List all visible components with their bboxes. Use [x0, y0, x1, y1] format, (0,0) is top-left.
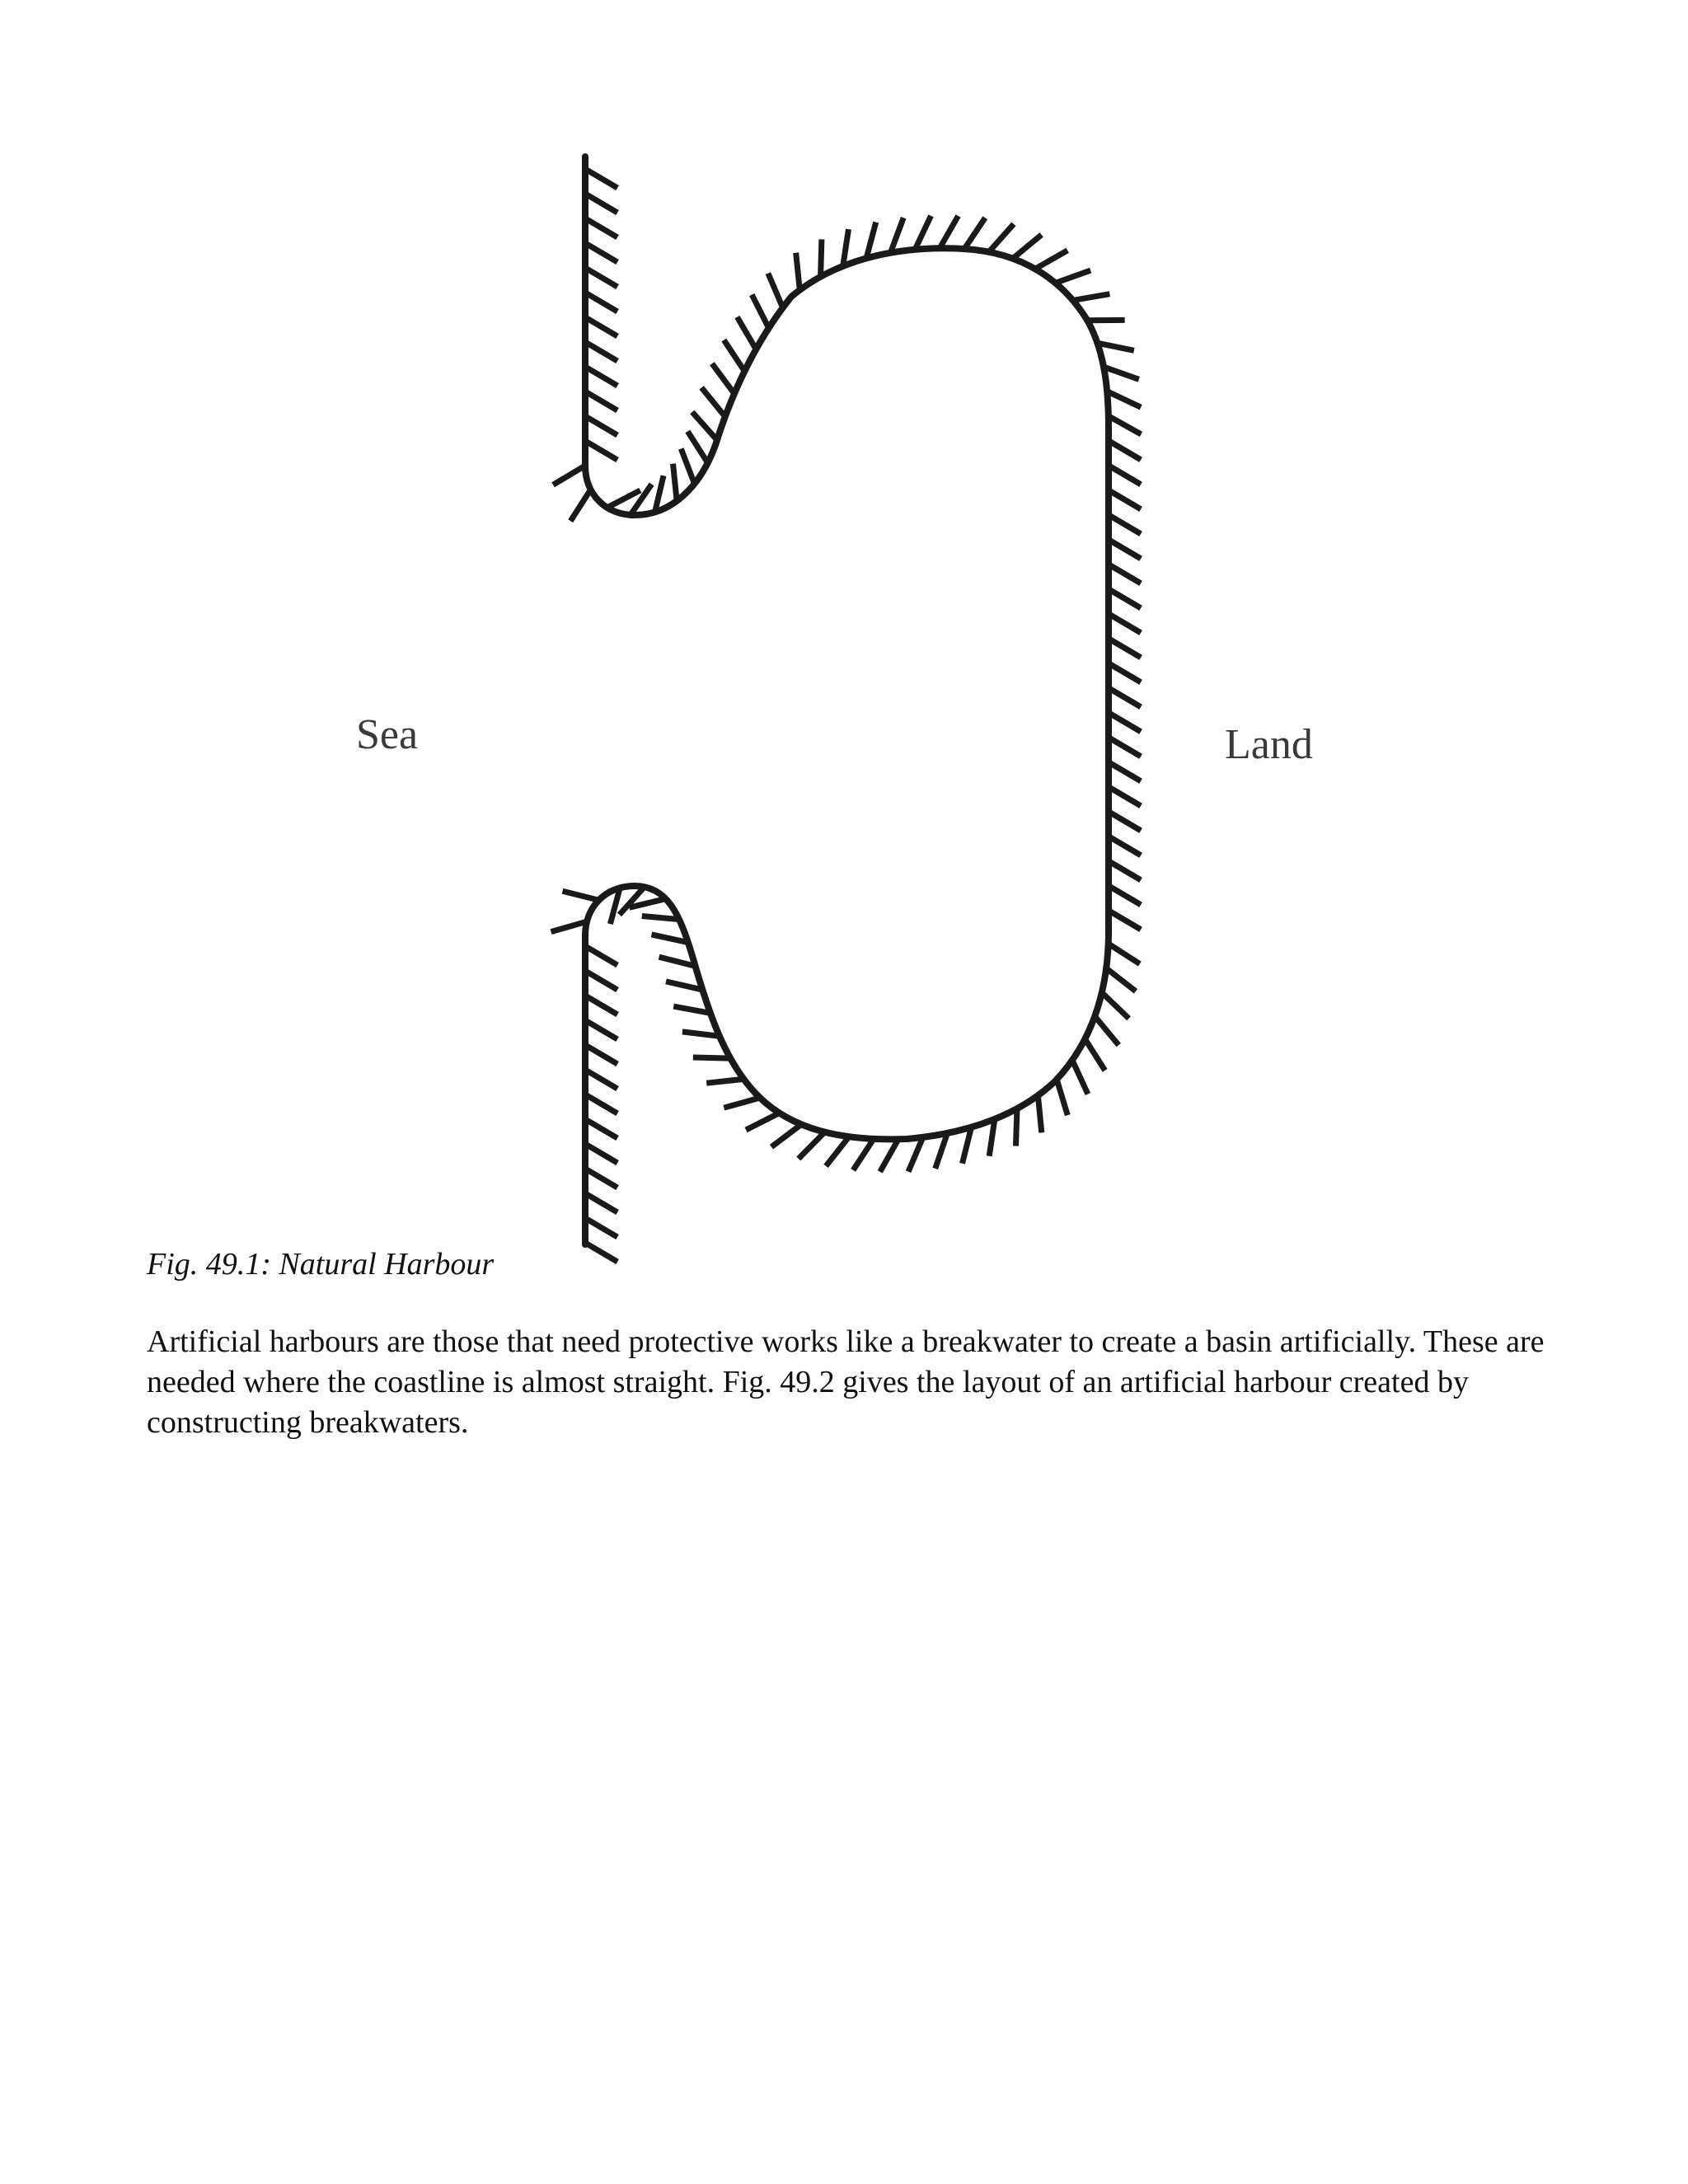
hatch-tick — [843, 229, 849, 266]
hatch-tick — [1109, 738, 1141, 757]
hatch-tick — [799, 1132, 825, 1159]
hatch-tick — [1109, 886, 1141, 905]
hatch-tick — [1107, 391, 1141, 407]
hatch-tick — [1109, 688, 1141, 707]
hatch-tick — [915, 216, 931, 250]
hatch-tick — [1109, 861, 1141, 880]
hatch-tick — [585, 996, 617, 1015]
hatch-tick — [585, 1094, 617, 1113]
hatch-tick — [737, 317, 756, 349]
hatch-tick — [1104, 367, 1139, 379]
hatch-tick — [1038, 1095, 1041, 1132]
hatch-tick — [1109, 944, 1140, 964]
hatch-tick — [673, 1006, 710, 1013]
hatch-tick — [826, 1137, 849, 1166]
hatch-tick — [940, 216, 959, 248]
hatch-tick — [712, 363, 734, 393]
hatch-tick — [687, 431, 707, 462]
hatch-tick — [585, 971, 617, 990]
hatch-tick — [1109, 490, 1141, 509]
hatch-tick — [585, 169, 617, 188]
hatch-tick — [1109, 565, 1141, 583]
hatch-tick — [746, 1113, 779, 1131]
hatch-tick — [642, 916, 679, 919]
hatch-tick — [585, 293, 617, 312]
hatch-tick — [1109, 911, 1141, 930]
hatch-tick — [1035, 251, 1067, 269]
hatch-tick — [701, 387, 725, 416]
hatch-tick — [964, 218, 985, 249]
hatch-tick — [989, 1119, 995, 1156]
hatch-tick — [585, 1144, 617, 1163]
hatch-tick — [796, 253, 800, 290]
hatch-tick — [1073, 294, 1110, 301]
upper-coastline — [585, 157, 1109, 931]
hatch-tick — [1109, 466, 1141, 485]
hatch-tick — [1106, 968, 1136, 991]
hatch-tick — [989, 224, 1014, 252]
hatch-tick — [585, 243, 617, 262]
hatch-tick — [1072, 1060, 1088, 1094]
hatch-tick — [890, 218, 903, 253]
hatch-tick — [1109, 713, 1141, 732]
hatch-tick — [585, 1119, 617, 1138]
hatch-tick — [585, 1045, 617, 1064]
hatch-tick — [1055, 270, 1090, 283]
hatch-tick — [1109, 639, 1141, 658]
hatch-tick — [1097, 343, 1133, 350]
hatch-tick — [693, 1057, 730, 1058]
body-paragraph: Artificial harbours are those that need protective works like a breakwater to create a basin artificially. These are needed where the coastline is almost straight. Fig. 49.2 gives the layout of an artificial harbour created by constructing breakwaters. — [147, 1324, 1545, 1440]
hatch-tick — [570, 490, 590, 521]
hatch-tick — [563, 891, 599, 900]
hatch-tick — [724, 1098, 760, 1108]
hatch-tick — [619, 887, 644, 915]
hatch-tick — [692, 412, 717, 440]
hatch-tick — [1109, 787, 1141, 806]
hatch-tick — [1109, 663, 1141, 682]
hatch-tick — [1109, 589, 1141, 608]
land-hatching — [551, 169, 1141, 1262]
hatch-tick — [1102, 992, 1129, 1018]
hatch-tick — [673, 464, 677, 501]
hatch-tick — [585, 946, 617, 965]
hatch-tick — [1109, 614, 1141, 633]
hatch-tick — [585, 194, 617, 213]
hatch-tick — [821, 239, 822, 276]
hatch-tick — [631, 484, 652, 514]
hatch-tick — [682, 1032, 720, 1036]
hatch-tick — [1109, 837, 1141, 855]
sea-label: Sea — [356, 711, 419, 758]
hatch-tick — [551, 921, 587, 931]
hatch-tick — [553, 466, 585, 485]
hatch-tick — [585, 1218, 617, 1237]
hatch-tick — [771, 1124, 801, 1146]
hatch-tick — [880, 1139, 898, 1172]
hatch-tick — [585, 416, 617, 435]
hatch-tick — [1109, 515, 1141, 534]
hatch-tick — [585, 367, 617, 386]
hatch-tick — [585, 1193, 617, 1212]
land-label: Land — [1225, 721, 1313, 768]
hatch-tick — [724, 340, 744, 372]
hatch-tick — [1109, 812, 1141, 831]
hatch-tick — [768, 274, 783, 308]
hatch-tick — [1095, 1016, 1118, 1045]
hatch-tick — [1057, 1080, 1067, 1115]
hatch-tick — [706, 1079, 743, 1083]
hatch-tick — [585, 268, 617, 287]
hatch-tick — [585, 1169, 617, 1188]
hatch-tick — [1109, 416, 1142, 434]
hatch-tick — [585, 441, 617, 460]
hatch-tick — [585, 342, 617, 361]
figure-caption: Fig. 49.1: Natural Harbour — [147, 1247, 495, 1282]
hatch-tick — [1109, 540, 1141, 559]
hatch-tick — [681, 449, 694, 484]
hatch-tick — [585, 1020, 617, 1039]
hatch-tick — [585, 218, 617, 237]
hatch-tick — [1015, 1108, 1017, 1146]
hatch-tick — [1013, 235, 1042, 259]
hatch-tick — [1085, 1039, 1104, 1071]
hatch-tick — [853, 1139, 874, 1170]
hatch-tick — [908, 1137, 923, 1172]
hatch-tick — [1109, 762, 1141, 781]
hatch-tick — [585, 391, 617, 410]
hatch-tick — [585, 1070, 617, 1089]
hatch-tick — [752, 295, 768, 328]
hatch-tick — [585, 317, 617, 336]
hatch-tick — [1109, 441, 1141, 460]
hatch-tick — [585, 1243, 617, 1262]
